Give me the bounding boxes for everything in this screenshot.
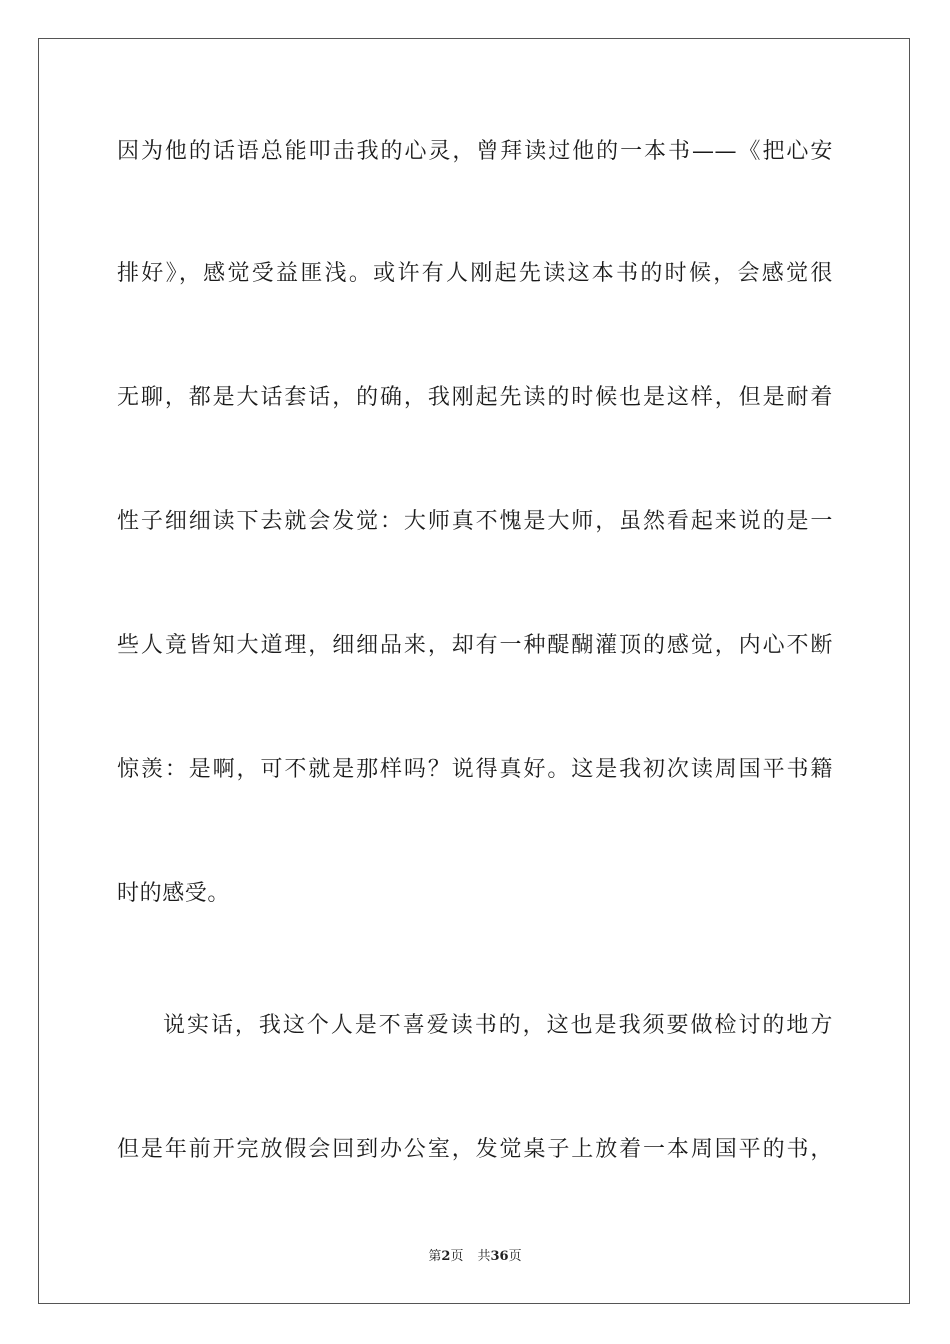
- paragraph-1-line-3: 无聊，都是大话套话，的确，我刚起先读的时候也是这样，但是耐着: [117, 385, 833, 410]
- page-border: [38, 38, 910, 1304]
- paragraph-1-line-7: 时的感受。: [117, 881, 231, 906]
- paragraph-1-line-1: 因为他的话语总能叩击我的心灵，曾拜读过他的一本书——《把心安: [117, 139, 833, 164]
- paragraph-1-line-6: 惊羡：是啊，可不就是那样吗？说得真好。这是我初次读周国平书籍: [117, 757, 833, 782]
- footer-current-page: 2: [441, 1249, 451, 1264]
- paragraph-1-line-5: 些人竟皆知大道理，细细品来，却有一种醍醐灌顶的感觉，内心不断: [117, 633, 833, 658]
- footer-page-prefix: 第: [428, 1249, 442, 1264]
- paragraph-2-line-2: 但是年前开完放假会回到办公室，发觉桌子上放着一本周国平的书，: [117, 1137, 833, 1162]
- paragraph-1-line-4: 性子细细读下去就会发觉：大师真不愧是大师，虽然看起来说的是一: [117, 509, 833, 534]
- paragraph-2-line-1: 说实话，我这个人是不喜爱读书的，这也是我须要做检讨的地方: [163, 1013, 833, 1038]
- footer-total-pages: 36: [490, 1249, 509, 1264]
- footer-total-prefix: 共: [477, 1249, 491, 1264]
- footer-page-suffix: 页: [450, 1249, 464, 1264]
- paragraph-1-line-2: 排好》，感觉受益匪浅。或许有人刚起先读这本书的时候，会感觉很: [117, 261, 833, 286]
- page-footer: [0, 1248, 950, 1266]
- footer-total-suffix: 页: [508, 1249, 522, 1264]
